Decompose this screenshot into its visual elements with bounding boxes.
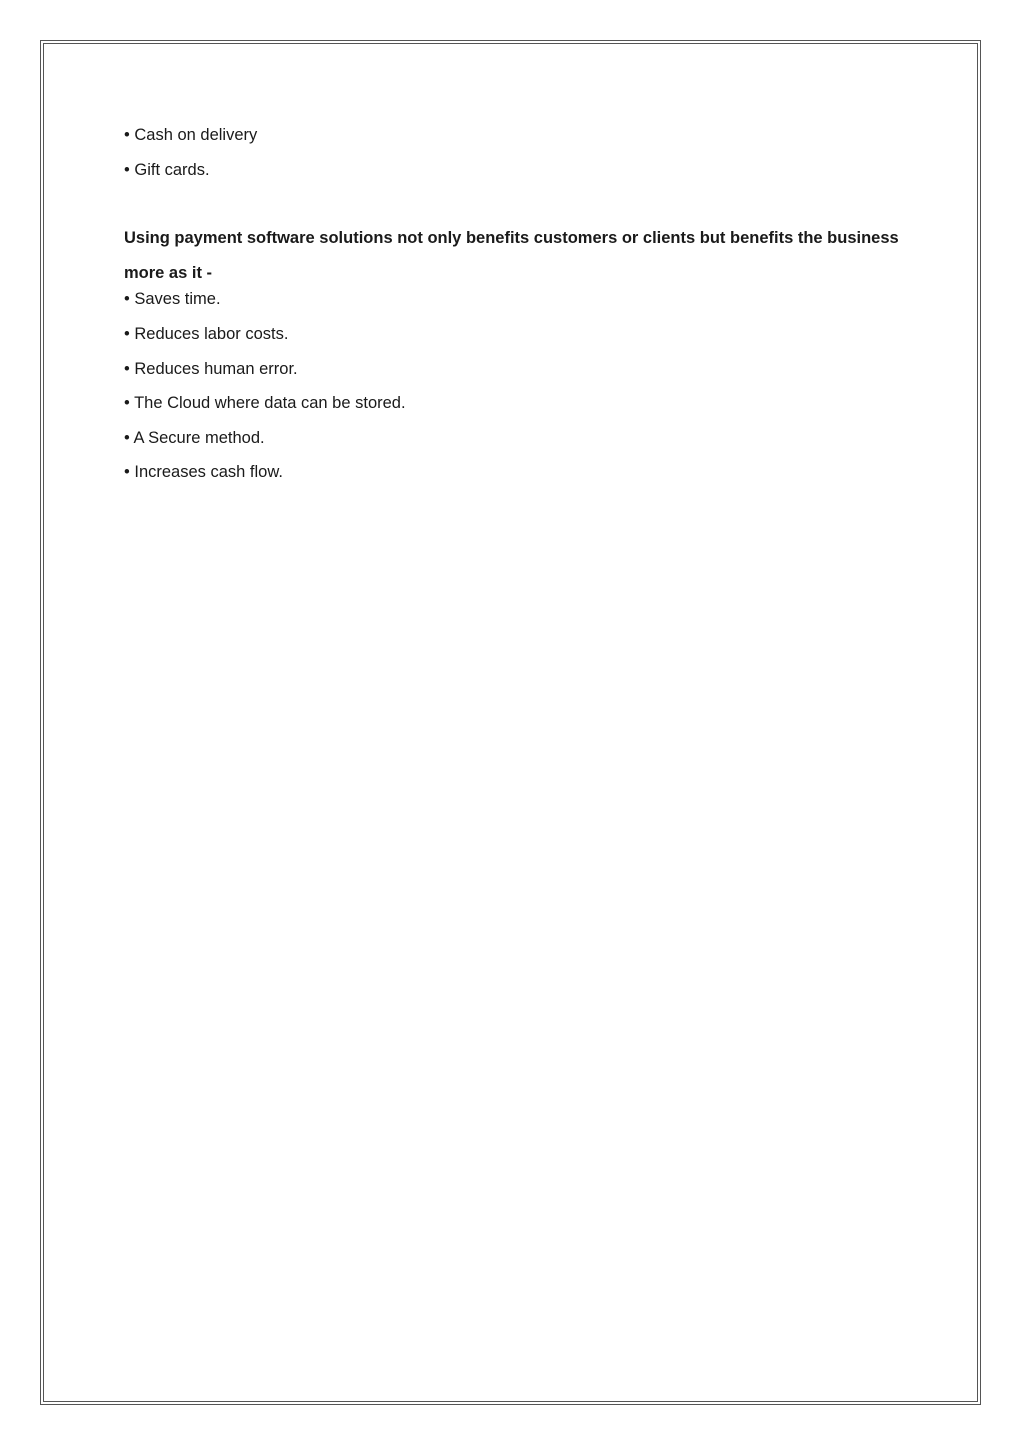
benefits-list <box>124 286 924 494</box>
list-item-cloud-storage: • The Cloud where data can be stored. <box>124 394 406 413</box>
list-item-secure-method: • A Secure method. <box>124 428 265 447</box>
benefits-intro-paragraph: Using payment software solutions not only benefits customers or clients but benefits the business more as it - <box>124 229 899 282</box>
list-item-increases-cash-flow: • Increases cash flow. <box>124 463 283 482</box>
list-item-cash-on-delivery: • Cash on delivery <box>124 126 258 144</box>
list-item-reduces-labor-costs: • Reduces labor costs. <box>124 324 289 343</box>
list-item-reduces-human-error: • Reduces human error. <box>124 359 298 378</box>
list-item-saves-time: • Saves time. <box>124 290 221 309</box>
list-item-gift-cards: • Gift cards. <box>124 160 210 179</box>
document-body <box>124 122 924 494</box>
